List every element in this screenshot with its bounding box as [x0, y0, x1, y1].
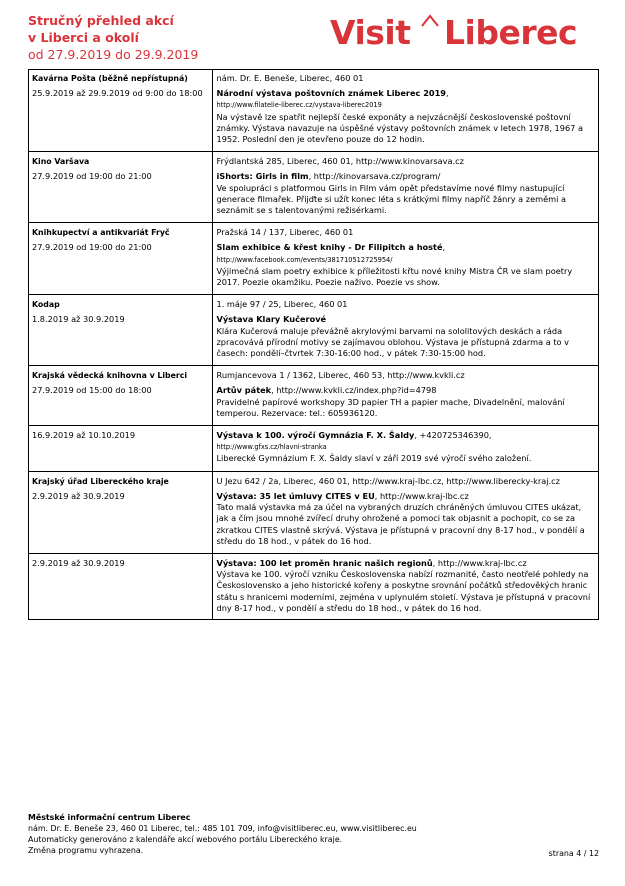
venue-name: Kodap	[32, 300, 60, 310]
event-title: Artův pátek	[216, 385, 272, 396]
event-row	[28, 171, 599, 222]
venue-name: Krajský úřad Libereckého kraje	[32, 476, 169, 486]
event-row	[28, 491, 599, 554]
event-date: 27.9.2019 od 15:00 do 18:00	[32, 385, 152, 396]
event-date: 2.9.2019 až 30.9.2019	[32, 490, 125, 501]
venue-address: Rumjancevova 1 / 1362, Liberec, 460 53, http://www.kvkli.cz	[216, 370, 465, 381]
logo-caret-icon	[422, 16, 438, 26]
event-date: 27.9.2019 od 19:00 do 21:00	[32, 171, 152, 182]
event-description: Výstava ke 100. výročí vzniku Československa nabízí rozmanité, často neotřelé pohledy na Československo a jeho historické kořeny a poskytne srovnání počátků středověkých hranic státu s hranicemi moderními, zejména v uplynulém století. Výstava je přístupná v pracovní dny 8-17 hod., v pondělí a středu do 18 hod., v pátek do 16 hod.	[216, 569, 591, 613]
venue-row	[28, 471, 599, 491]
event-description: Tato malá výstavka má za účel na vybraných druzích chráněných úmluvou CITES ukázat, jak a čím jsou mnohé zvířecí druhy ohrožené a pomoci tak objasnit a pochopit, co se za zkratkou CITES vlastně skrývá. Výstava je přístupná v pracovní dny 8-17 hod., v pondělí a středu do 18 hod., v pátek do 16 hod.	[216, 502, 585, 546]
event-title: iShorts: Girls in film	[216, 171, 309, 182]
event-description: Liberecké Gymnázium F. X. Šaldy slaví v září 2019 své výročí svého založení.	[216, 453, 532, 464]
event-title-suffix: , http://www.kraj-lbc.cz	[374, 490, 469, 501]
event-date: 27.9.2019 od 19:00 do 21:00	[32, 242, 152, 253]
visit-liberec-logo	[330, 12, 600, 52]
event-url: http://www.facebook.com/events/381710512725954/	[216, 255, 393, 264]
event-description: Výjimečná slam poetry exhibice k příležitosti křtu nové knihy Mistra ČR ve slam poetry 2017. Poezie okamžiku. Poezie naživo. Poezie vs show.	[216, 265, 573, 288]
event-title: Výstava Klary Kučerové	[216, 314, 327, 325]
footer-contact: nám. Dr. E. Beneše 23, 460 01 Liberec, tel.: 485 101 709, info@visitliberec.eu, www.visitliberec.eu	[28, 824, 417, 833]
event-row	[28, 88, 599, 152]
event-row	[28, 242, 599, 294]
event-title: Slam exhibice & křest knihy - Dr Filipitch a hosté	[216, 242, 443, 253]
event-title-suffix: , http://www.kraj-lbc.cz	[432, 557, 527, 568]
event-row	[28, 314, 599, 365]
venue-name: Kino Varšava	[32, 157, 90, 167]
venue-row	[28, 295, 599, 315]
report-title-line1: Stručný přehled akcí	[28, 13, 174, 28]
footer-generated: Automaticky generováno z kalendáře akcí webového portálu Libereckého kraje.	[28, 835, 343, 844]
event-row	[28, 426, 599, 472]
event-date: 25.9.2019 až 29.9.2019 od 9:00 do 18:00	[32, 88, 203, 99]
event-title: Výstava k 100. výročí Gymnázia F. X. Šaldy	[216, 430, 415, 441]
report-title-line2: v Liberci a okolí	[28, 30, 139, 45]
event-url: http://www.gfxs.cz/hlavni-stranka	[216, 443, 327, 452]
event-date: 1.8.2019 až 30.9.2019	[32, 314, 125, 325]
event-title-suffix: ,	[446, 88, 449, 99]
event-row	[28, 553, 599, 620]
venue-name: Kavárna Pošta (běžně nepřístupná)	[32, 74, 188, 83]
event-url: http://www.filatelie-liberec.cz/vystava-liberec2019	[216, 101, 382, 110]
event-title: Výstava: 100 let proměn hranic našich regionů	[216, 557, 433, 568]
page-footer	[28, 812, 599, 856]
event-description: Klára Kučerová maluje převážně akrylovými barvami na sololitových deskách a ráda zpracovává přírodní motivy se zajímavou oblohou. Výstava je přístupná zdarma a to v časech: pondělí–čtvrtek 7:30-16:00 hod., v pátek 7:30-15:00 hod.	[216, 325, 569, 359]
venue-address: nám. Dr. E. Beneše, Liberec, 460 01	[216, 73, 364, 83]
event-description: Ve spolupráci s platformou Girls in Film vám opět představíme nové filmy nastupující generace filmařek. Přijďte si užít konec léta s krátkými filmy napříč žánry a zeměmi a seznámit se s talentovanými režisérkami.	[216, 182, 566, 216]
venue-address: Pražská 14 / 137, Liberec, 460 01	[216, 227, 354, 238]
venue-address: Frýdlantská 285, Liberec, 460 01, http://www.kinovarsava.cz	[216, 156, 464, 167]
event-date: 16.9.2019 až 10.10.2019	[32, 430, 136, 441]
page-number: strana 4 / 12	[548, 849, 599, 858]
events-table	[28, 69, 599, 620]
event-description: Pravidelné papírové workshopy 3D papier TH a papier mache, Divadelnění, malování temperou. Rezervace: tel.: 605936120.	[216, 396, 565, 418]
logo-text: Visit	[330, 13, 411, 52]
svg-text:Liberec: Liberec	[444, 13, 578, 52]
footer-org: Městské informační centrum Liberec	[28, 813, 191, 822]
venue-row	[28, 69, 599, 88]
venue-address: 1. máje 97 / 25, Liberec, 460 01	[216, 299, 348, 310]
venue-row	[28, 366, 599, 386]
venue-row	[28, 223, 599, 243]
venue-row	[28, 152, 599, 172]
report-header	[28, 12, 288, 63]
event-title-suffix: , http://www.kvkli.cz/index.php?id=4798	[271, 385, 437, 396]
venue-name: Krajská vědecká knihovna v Liberci	[32, 371, 188, 381]
event-title-suffix: , http://kinovarsava.cz/program/	[308, 171, 441, 182]
event-description: Na výstavě lze spatřit nejlepší české exponáty a nejvzácnější československé poštovní známky. Výstava navazuje na úspěšné výstavy poštovních známek v letech 1978, 1967 a 1952. Poslední den je otevřeno pouze do 12 hodin.	[216, 111, 583, 145]
footer-disclaimer: Změna programu vyhrazena.	[28, 846, 144, 855]
venue-name: Knihkupectví a antikvariát Fryč	[32, 228, 170, 238]
event-date: 2.9.2019 až 30.9.2019	[32, 557, 125, 568]
event-title-suffix: , +420725346390,	[414, 430, 492, 441]
event-title: Výstava: 35 let úmluvy CITES v EU	[216, 490, 375, 501]
event-row	[28, 385, 599, 425]
venue-address: U Jezu 642 / 2a, Liberec, 460 01, http://www.kraj-lbc.cz, http://www.liberecky-kraj.cz	[216, 475, 560, 486]
event-title: Národní výstava poštovních známek Liberec 2019	[216, 88, 447, 99]
event-title-suffix: ,	[442, 242, 446, 253]
report-date-range: od 27.9.2019 do 29.9.2019	[28, 47, 199, 62]
